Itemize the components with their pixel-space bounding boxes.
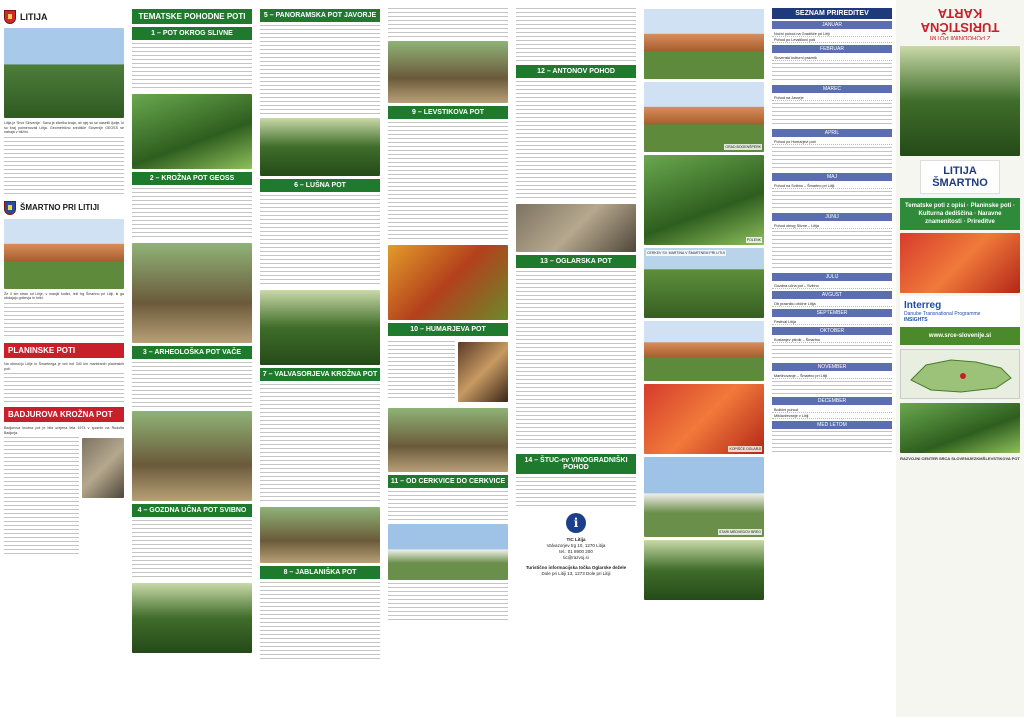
month-jan: JANUAR xyxy=(772,21,892,29)
panel-photos xyxy=(640,0,768,717)
smartno-church-photo xyxy=(644,248,764,318)
panel-routes-9-11 xyxy=(384,0,512,717)
litija-smartno-logo xyxy=(920,160,1000,194)
month-apr: APRIL xyxy=(772,129,892,137)
route-13-text xyxy=(516,271,636,451)
route-14-header: 14 – ŠTUC-ev VINOGRADNIŠKI POHOD xyxy=(516,454,636,474)
month-sep: SEPTEMBER xyxy=(772,309,892,317)
route-2-text xyxy=(132,188,252,240)
route-14-text xyxy=(516,477,636,509)
route-10-hikers-photo xyxy=(388,408,508,472)
oglar-caption: KOPIŠČE OGLARJI xyxy=(729,447,761,451)
event-list-block xyxy=(772,147,892,171)
route-6-text xyxy=(260,195,380,287)
tic-address: Valvazorjev trg 10, 1270 Litija xyxy=(546,543,606,548)
event-list-block xyxy=(772,63,892,83)
route-10-header: 10 – HUMARJEVA POT xyxy=(388,323,508,336)
tic-title: TIC Litija xyxy=(566,537,586,542)
medvedov-breg-photo xyxy=(644,457,764,537)
mountain-paths-text: Na območju Litije in Šmartnega je več kot 340 km markiranih planinskih poti. xyxy=(4,361,124,371)
smartno-header xyxy=(4,201,124,215)
route-12-text xyxy=(516,81,636,201)
route-1-photo xyxy=(132,94,252,169)
route-1-text xyxy=(132,43,252,91)
castle-photo xyxy=(644,9,764,79)
smartno-intro-text: Že 3 km stran od Litije, v manjši kotlini, leži trg Šmartno pri Litiji, ki ga obdajajo gričevja in hribi. xyxy=(4,291,124,301)
event-row: Gozdna učna pot – Svibno xyxy=(772,283,892,289)
route-13-header: 13 – OGLARSKA POT xyxy=(516,255,636,268)
route-3-text xyxy=(132,362,252,408)
vineyard-photo xyxy=(644,540,764,600)
interreg-subtitle: Danube Transnational Programme xyxy=(904,311,981,317)
tic-phone: tel.: 01 8900 200 xyxy=(559,549,593,554)
event-row: Festival Litija xyxy=(772,319,892,325)
badjur-path-header: BADJUROVA KROŽNA POT xyxy=(4,407,124,422)
route-11-cont-text xyxy=(516,8,636,62)
route-5-photo xyxy=(260,118,380,176)
month-nov: NOVEMBER xyxy=(772,363,892,371)
panel-litija-intro xyxy=(0,0,128,717)
event-list-block xyxy=(772,345,892,361)
route-9-text xyxy=(388,122,508,242)
logo-text: LITIJA ŠMARTNO xyxy=(932,165,988,189)
month-oct: OKTOBER xyxy=(772,327,892,335)
litija-header xyxy=(4,10,124,24)
badjur-monument-photo xyxy=(82,438,124,498)
badjur-text: Badjurova krožna pot je bila urejena leta 1974 v spomin na Rudolfa Badjurja. xyxy=(4,426,124,435)
event-list-block xyxy=(772,103,892,127)
smartno-coat-of-arms-icon xyxy=(4,201,16,215)
cover-title: TURISTIČNA KARTA xyxy=(920,6,1000,35)
insights-label: INSIGHTS xyxy=(904,317,928,323)
route-9-header: 9 – LEVSTIKOVA POT xyxy=(388,106,508,119)
route-3-photo xyxy=(132,411,252,501)
route-6-photo xyxy=(260,290,380,365)
tic-litija-box xyxy=(516,537,636,577)
polenk-caption: POLENK xyxy=(746,238,761,242)
heart-flowers-photo xyxy=(900,233,1020,293)
tic2-address: Dole pri Litiji 13, 1273 Dole pri Litiji xyxy=(541,571,611,576)
route-12-header: 12 – ANTONOV POHOD xyxy=(516,65,636,78)
route-11-text-2 xyxy=(388,583,508,623)
sponsor-zkms: ZKMŠ xyxy=(973,456,986,461)
event-row: Miklavževanje v Litiji xyxy=(772,413,892,419)
smartno-title: ŠMARTNO PRI LITIJI xyxy=(20,203,100,213)
litija-aerial-photo xyxy=(4,28,124,118)
route-10-text xyxy=(388,341,455,401)
route-7-photo xyxy=(260,507,380,563)
medved-caption: STARI MEDVEDOV BREG xyxy=(719,530,761,534)
event-row: Martinovanje – Šmartno pri Litiji xyxy=(772,373,892,379)
polenk-photo xyxy=(644,155,764,245)
info-icon: i xyxy=(566,513,586,533)
event-row: Nočni pohod na Gradišče pri Litiji xyxy=(772,31,892,37)
event-list-block xyxy=(772,191,892,211)
website-url[interactable]: www.srce-slovenije.si xyxy=(900,327,1020,345)
event-row: Kostanjev piknik – Šmartno xyxy=(772,337,892,343)
tic2-title: Turistično informacijska točka Oglarske dežele xyxy=(525,565,627,570)
route-5-header: 5 – PANORAMSKA POT JAVORJE xyxy=(260,9,380,22)
interreg-logo xyxy=(900,296,1020,327)
themed-paths-header: TEMATSKE POHODNE POTI xyxy=(132,9,252,24)
month-jun: JUNIJ xyxy=(772,213,892,221)
smartno-text-block xyxy=(4,303,124,339)
panel-routes-12-14 xyxy=(512,0,640,717)
grad-caption: GRAD BOGENŠPERK xyxy=(725,145,761,149)
month-may: MAJ xyxy=(772,173,892,181)
route-7-text xyxy=(260,384,380,504)
mountain-text-block xyxy=(4,373,124,403)
smartno-aerial-photo xyxy=(4,219,124,289)
cover-slogan: Tematske poti z opisi · Planinske poti · Kulturna dediščina · Naravne znamenitosti · Prireditve xyxy=(900,198,1020,230)
tic-email[interactable]: tic@razvoj.si xyxy=(563,555,589,560)
route-9-photo xyxy=(388,41,508,103)
route-8-header: 8 – JABLANIŠKA POT xyxy=(260,566,380,579)
event-row: Slovenski kulturni praznik xyxy=(772,55,892,61)
route-4-text xyxy=(132,520,252,580)
route-4-photo xyxy=(132,583,252,653)
route-11-text xyxy=(388,491,508,521)
panel-cover xyxy=(896,0,1024,717)
event-row: Pohod po Levstikovi poti xyxy=(772,37,892,43)
route-5-text xyxy=(260,25,380,115)
route-1-header: 1 – POT OKROG SLIVNE xyxy=(132,27,252,40)
badjur-text-block xyxy=(4,437,79,557)
month-jul: JULIJ xyxy=(772,273,892,281)
route-8-cont-text xyxy=(388,8,508,38)
event-row: Ob prazniku občine Litija xyxy=(772,301,892,307)
month-dec: DECEMBER xyxy=(772,397,892,405)
event-row: Pohod po Humarjevi poti xyxy=(772,139,892,145)
route-7-header: 7 – VALVASORJEVA KROŽNA POT xyxy=(260,368,380,381)
event-list-block xyxy=(772,431,892,453)
event-row: Božični pohod xyxy=(772,407,892,413)
route-9-autumn-photo xyxy=(388,245,508,320)
month-mar: MAREC xyxy=(772,85,892,93)
month-feb: FEBRUAR xyxy=(772,45,892,53)
litija-intro-text: Litija je 'Srce Slovenije'. Sava je zibelka kraja, ob njej so se naselili ljudje, ki so kraj poimenovali Litija. Geometrično središče Slovenije GEOSS se nahaja v bližini. xyxy=(4,121,124,135)
cover-subtitle: Z POHODNIMI POTMI xyxy=(929,34,991,40)
route-11-header: 11 – OD CERKVICE DO CERKVICE xyxy=(388,475,508,488)
cover-bottom-photo xyxy=(900,403,1020,453)
sponsor-rcss: RAZVOJNI CENTER SRCA SLOVENIJE xyxy=(900,456,974,461)
event-list-block xyxy=(772,231,892,271)
event-list-block xyxy=(772,381,892,395)
month-med-letom: MED LETOM xyxy=(772,421,892,429)
litija-coat-of-arms-icon xyxy=(4,10,16,24)
event-row: Pohod na Javorje xyxy=(772,95,892,101)
route-11-church-photo xyxy=(388,524,508,580)
sponsor-logos xyxy=(900,456,1020,461)
litija-title: LITIJA xyxy=(20,12,48,22)
slovenia-outline-icon xyxy=(901,350,1019,398)
grad-bogensperk-photo xyxy=(644,82,764,152)
panel-routes-5-8 xyxy=(256,0,384,717)
event-row: Pohod okrog Slivne – Litija xyxy=(772,223,892,229)
cover-hikers-photo xyxy=(900,46,1020,156)
route-12-photo xyxy=(516,204,636,252)
route-2-photo xyxy=(132,243,252,343)
sponsor-levstikova: LEVSTIKOVA POT xyxy=(985,456,1020,461)
event-row: Pohod na Svibno – Šmartno pri Litiji xyxy=(772,183,892,189)
month-aug: AVGUST xyxy=(772,291,892,299)
charcoal-photo xyxy=(644,384,764,454)
litija-text-block xyxy=(4,137,124,197)
interreg-title: Interreg xyxy=(904,300,942,311)
route-4-header: 4 – GOZDNA UČNA POT SVIBNO xyxy=(132,504,252,517)
route-8-text xyxy=(260,582,380,662)
panel-routes-1-4 xyxy=(128,0,256,717)
events-title: SEZNAM PRIREDITEV xyxy=(772,8,892,19)
route-2-header: 2 – KROŽNA POT GEOSS xyxy=(132,172,252,185)
route-10-museum-photo xyxy=(458,342,508,402)
town-square-photo xyxy=(644,321,764,381)
panel-events xyxy=(768,0,896,717)
slovenia-map xyxy=(900,349,1020,399)
route-3-header: 3 – ARHEOLOŠKA POT VAČE xyxy=(132,346,252,359)
route-6-header: 6 – LUŠNA POT xyxy=(260,179,380,192)
mountain-paths-header: PLANINSKE POTI xyxy=(4,343,124,358)
cerkev-caption: CERKEV SV. MARTINA V ŠMARTNEM PRI LITIJI xyxy=(647,251,725,255)
